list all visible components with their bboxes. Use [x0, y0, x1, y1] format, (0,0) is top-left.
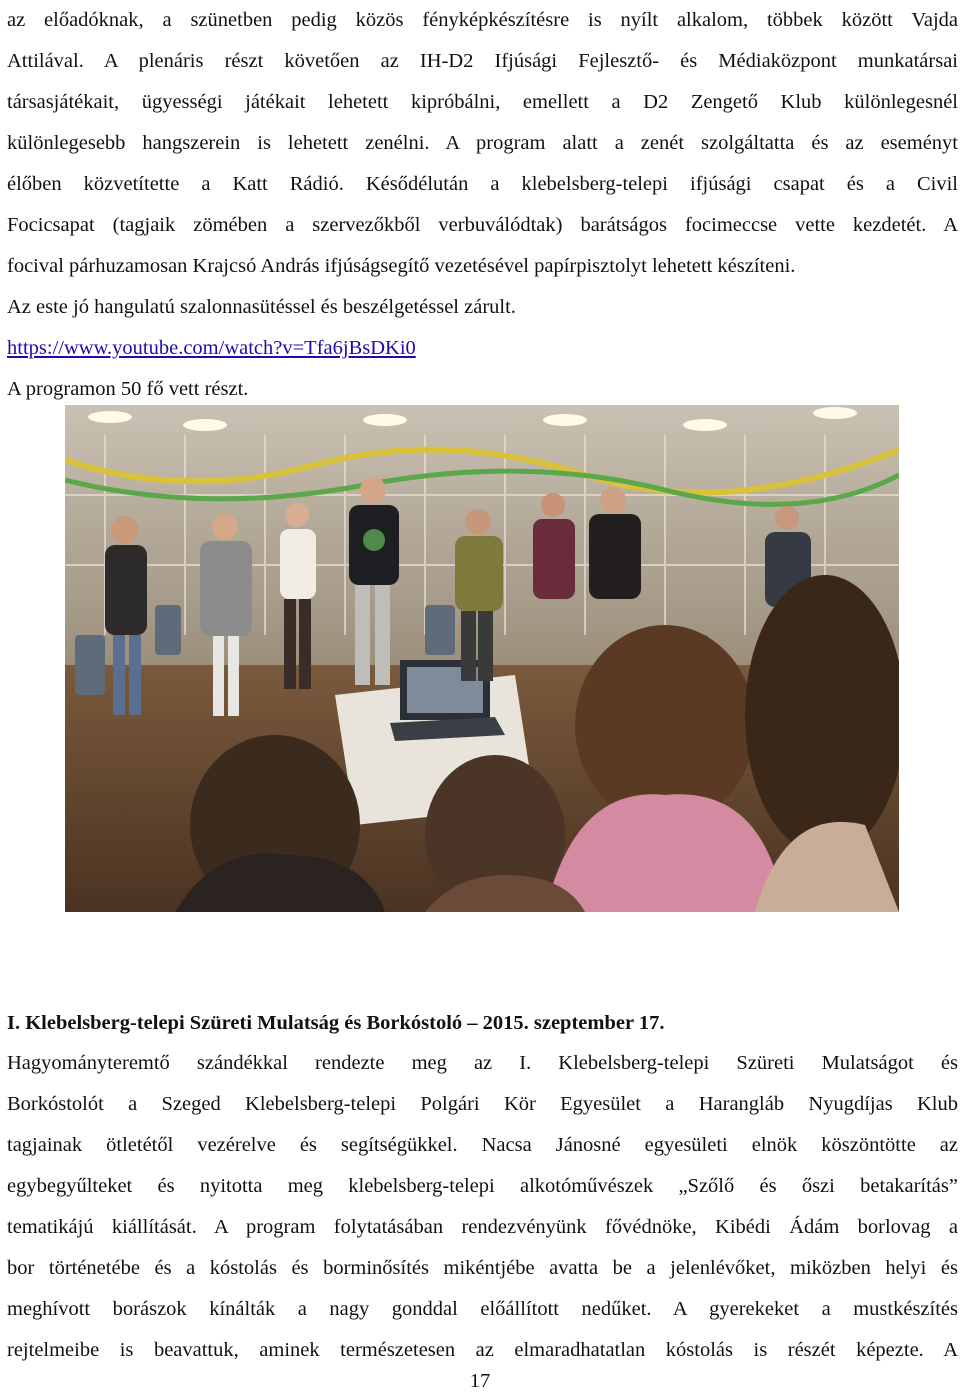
paragraph-line: tematikájú kiállítását. A program folytatásában rendezvényünk fővédnöke, Kibédi Ádám borlovag a: [7, 1216, 958, 1238]
page-number: 17: [469, 1370, 491, 1392]
section-heading: I. Klebelsberg-telepi Szüreti Mulatság és Borkóstoló – 2015. szeptember 17.: [7, 1012, 665, 1034]
section-paragraph: [7, 1043, 958, 1371]
paragraph-line: Attilával. A plenáris részt követően az IH-D2 Ifjúsági Fejlesztő- és Médiaközpont munkatársai: [7, 50, 958, 72]
participants-line: A programon 50 fő vett részt.: [7, 378, 249, 400]
paragraph-line: élőben közvetítette a Katt Rádió. Késődélután a klebelsberg-telepi ifjúsági csapat és a Civil: [7, 173, 958, 195]
paragraph-line: különlegesebb hangszerein is lehetett zenélni. A program alatt a zenét szolgáltatta és az eseményt: [7, 132, 958, 154]
paragraph-line: meghívott borászok kínálták a nagy gonddal előállított nedűket. A gyerekeket a mustkészítés: [7, 1298, 958, 1320]
paragraph-line: Borkóstolót a Szeged Klebelsberg-telepi Polgári Kör Egyesület a Harangláb Nyugdíjas Klub: [7, 1093, 958, 1115]
paragraph-line: tagjainak ötletétől vezérelve és segítségükkel. Nacsa Jánosné egyesületi elnök köszöntötte az: [7, 1134, 958, 1156]
paragraph-line: az előadóknak, a szünetben pedig közös fényképkészítésre is nyílt alkalom, többek között Vajda: [7, 9, 958, 31]
youtube-link[interactable]: https://www.youtube.com/watch?v=Tfa6jBsDKi0: [7, 337, 416, 359]
paragraph-line: rejtelmeibe is beavattuk, aminek természetesen az elmaradhatatlan kóstolás is részét képezte. A: [7, 1339, 958, 1361]
paragraph-line: egybegyűlteket és nyitotta meg klebelsberg-telepi alkotóművészek „Szőlő és őszi betakarítás”: [7, 1175, 958, 1197]
paragraph-line: Focicsapat (tagjaik zömében a szervezőkből verbuválódtak) barátságos focimeccse vette kezdetét. A: [7, 214, 958, 236]
paragraph-line: társasjátékait, ügyességi játékait lehetett kipróbálni, emellett a D2 Zengető Klub különlegesnél: [7, 91, 958, 113]
paragraph-line: Az este jó hangulatú szalonnasütéssel és beszélgetéssel zárult.: [7, 296, 516, 318]
paragraph-line: bor történetébe és a kóstolás és borminősítés mikéntjébe avatta be a jelenlévőket, miközben helyi és: [7, 1257, 958, 1279]
paragraph-line: focival párhuzamosan Krajcsó András ifjúságsegítő vezetésével papírpisztolyt lehetett készíteni.: [7, 255, 796, 277]
event-photo: [65, 405, 899, 912]
top-paragraph: [7, 0, 958, 410]
paragraph-line: Hagyományteremtő szándékkal rendezte meg az I. Klebelsberg-telepi Szüreti Mulatságot és: [7, 1052, 958, 1074]
